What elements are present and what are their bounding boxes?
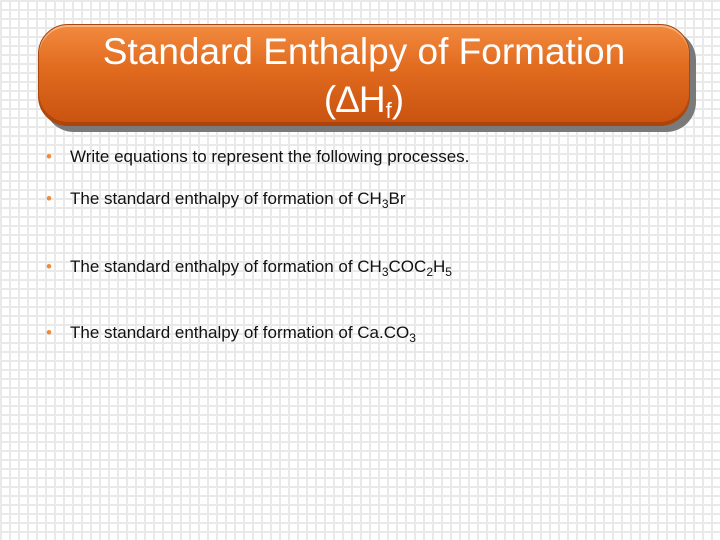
bullet-dot-icon: • — [46, 257, 52, 276]
delta-symbol: ∆ — [336, 79, 359, 120]
text-part: H — [433, 257, 446, 276]
text-part: The standard enthalpy of formation of Ca.CO — [70, 323, 410, 342]
text-part: The standard enthalpy of formation of CH — [70, 257, 382, 276]
bullet-text — [70, 323, 416, 343]
bullet-text — [70, 147, 469, 167]
title-h: H — [358, 79, 386, 120]
bullet-text — [70, 189, 406, 209]
subscript: 3 — [381, 197, 389, 211]
bullet-dot-icon: • — [46, 323, 52, 342]
title-line-1: Standard Enthalpy of Formation — [102, 31, 626, 72]
text-part: Write equations to represent the following processes. — [70, 147, 470, 166]
subscript: 2 — [426, 265, 433, 279]
text-part: Br — [388, 189, 406, 208]
slide-title — [38, 28, 690, 124]
title-subscript-f: f — [385, 98, 392, 123]
title-open-paren: ( — [323, 79, 337, 120]
title-close-paren: ) — [391, 79, 405, 120]
title-line-2 — [38, 76, 690, 124]
bullet-dot-icon: • — [46, 189, 52, 208]
bullet-dot-icon: • — [46, 147, 52, 166]
text-part: COC — [388, 257, 427, 276]
subscript: 3 — [381, 265, 389, 279]
subscript: 3 — [409, 331, 416, 345]
text-part: The standard enthalpy of formation of CH — [70, 189, 382, 208]
subscript: 5 — [445, 265, 452, 279]
bullet-text — [70, 257, 452, 277]
